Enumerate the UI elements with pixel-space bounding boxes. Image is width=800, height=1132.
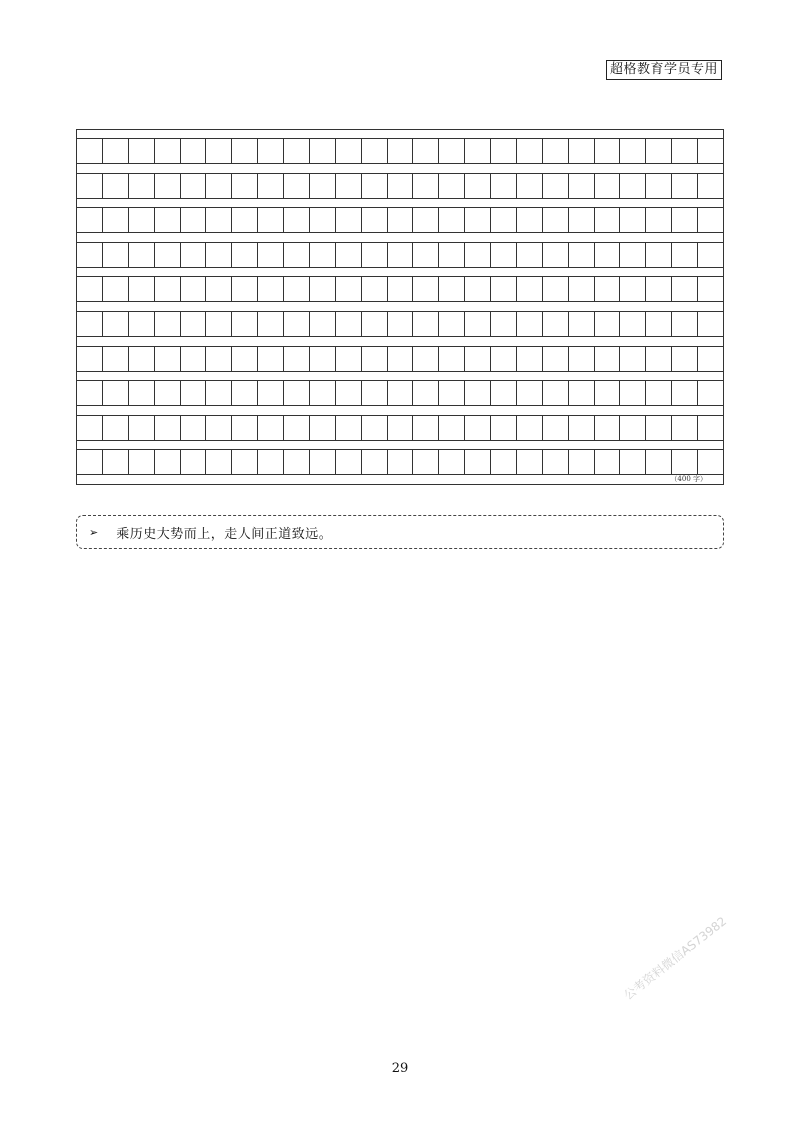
- grid-cell[interactable]: [335, 139, 361, 163]
- grid-cell[interactable]: [542, 347, 568, 371]
- grid-cell[interactable]: [283, 312, 309, 336]
- grid-cell[interactable]: [283, 381, 309, 405]
- watermark: 公考资料微信AS73982: [621, 913, 730, 1003]
- grid-cell[interactable]: [645, 347, 671, 371]
- grid-cell[interactable]: [231, 174, 257, 198]
- grid-cell[interactable]: [697, 139, 723, 163]
- grid-cell[interactable]: [257, 312, 283, 336]
- grid-cell[interactable]: [490, 208, 516, 232]
- grid-cell[interactable]: [671, 347, 697, 371]
- grid-row: [77, 311, 723, 337]
- grid-cell[interactable]: [490, 450, 516, 474]
- grid-cell[interactable]: [180, 312, 206, 336]
- grid-cell[interactable]: [464, 450, 490, 474]
- grid-cell[interactable]: [361, 381, 387, 405]
- grid-cell[interactable]: [387, 277, 413, 301]
- grid-cell[interactable]: [387, 174, 413, 198]
- grid-cell[interactable]: [697, 208, 723, 232]
- grid-cell[interactable]: [180, 208, 206, 232]
- grid-cell[interactable]: [102, 450, 128, 474]
- grid-cell[interactable]: [77, 347, 102, 371]
- grid-cell[interactable]: [542, 139, 568, 163]
- grid-cell[interactable]: [464, 277, 490, 301]
- grid-cell[interactable]: [490, 312, 516, 336]
- grid-cell[interactable]: [438, 450, 464, 474]
- grid-cell[interactable]: [361, 450, 387, 474]
- grid-cell[interactable]: [619, 208, 645, 232]
- grid-cell[interactable]: [438, 174, 464, 198]
- grid-cell[interactable]: [671, 312, 697, 336]
- grid-row: [77, 173, 723, 199]
- grid-cell[interactable]: [671, 174, 697, 198]
- grid-cell[interactable]: [542, 174, 568, 198]
- grid-cell[interactable]: [77, 174, 102, 198]
- grid-cell[interactable]: [128, 312, 154, 336]
- grid-cell[interactable]: [361, 243, 387, 267]
- grid-cell[interactable]: [180, 450, 206, 474]
- grid-cell[interactable]: [335, 381, 361, 405]
- grid-cell[interactable]: [309, 416, 335, 440]
- grid-cell[interactable]: [516, 174, 542, 198]
- grid-cell[interactable]: [490, 277, 516, 301]
- grid-cell[interactable]: [128, 174, 154, 198]
- grid-cell[interactable]: [645, 174, 671, 198]
- grid-cell[interactable]: [697, 416, 723, 440]
- grid-cell[interactable]: [387, 312, 413, 336]
- grid-cell[interactable]: [231, 243, 257, 267]
- grid-cell[interactable]: [645, 277, 671, 301]
- grid-cell[interactable]: [102, 208, 128, 232]
- grid-cell[interactable]: [594, 450, 620, 474]
- grid-cell[interactable]: [568, 312, 594, 336]
- grid-cell[interactable]: [387, 139, 413, 163]
- motto-text: 乘历史大势而上，走人间正道致远。: [116, 526, 333, 542]
- grid-cell[interactable]: [516, 243, 542, 267]
- grid-cell[interactable]: [645, 208, 671, 232]
- grid-cell[interactable]: [335, 208, 361, 232]
- grid-cell[interactable]: [464, 381, 490, 405]
- arrow-bullet-icon: ➢: [89, 525, 99, 539]
- grid-cell[interactable]: [619, 381, 645, 405]
- grid-cell[interactable]: [309, 139, 335, 163]
- grid-cell[interactable]: [619, 450, 645, 474]
- grid-cell[interactable]: [542, 277, 568, 301]
- grid-cell[interactable]: [490, 347, 516, 371]
- grid-cell[interactable]: [594, 347, 620, 371]
- grid-cell[interactable]: [77, 416, 102, 440]
- grid-cell[interactable]: [257, 277, 283, 301]
- grid-cell[interactable]: [568, 139, 594, 163]
- grid-cell[interactable]: [438, 347, 464, 371]
- grid-cell[interactable]: [102, 347, 128, 371]
- grid-cell[interactable]: [594, 139, 620, 163]
- grid-cell[interactable]: [102, 174, 128, 198]
- grid-cell[interactable]: [619, 347, 645, 371]
- grid-cell[interactable]: [594, 277, 620, 301]
- grid-row: [77, 242, 723, 268]
- grid-cell[interactable]: [77, 312, 102, 336]
- grid-cell[interactable]: [438, 381, 464, 405]
- grid-cell[interactable]: [516, 277, 542, 301]
- grid-cell[interactable]: [542, 312, 568, 336]
- grid-cell[interactable]: [594, 381, 620, 405]
- grid-cell[interactable]: [568, 450, 594, 474]
- grid-cell[interactable]: [594, 243, 620, 267]
- grid-cell[interactable]: [102, 277, 128, 301]
- grid-cell[interactable]: [283, 416, 309, 440]
- grid-cell[interactable]: [594, 416, 620, 440]
- grid-cell[interactable]: [309, 174, 335, 198]
- grid-cell[interactable]: [231, 208, 257, 232]
- grid-cell[interactable]: [697, 381, 723, 405]
- grid-cell[interactable]: [335, 312, 361, 336]
- grid-cell[interactable]: [309, 277, 335, 301]
- grid-cell[interactable]: [335, 416, 361, 440]
- grid-cell[interactable]: [128, 450, 154, 474]
- grid-cell[interactable]: [102, 312, 128, 336]
- grid-cell[interactable]: [387, 450, 413, 474]
- grid-cell[interactable]: [77, 243, 102, 267]
- grid-cell[interactable]: [361, 208, 387, 232]
- grid-cell[interactable]: [438, 312, 464, 336]
- grid-cell[interactable]: [387, 416, 413, 440]
- grid-cell[interactable]: [697, 450, 723, 474]
- grid-cell[interactable]: [412, 174, 438, 198]
- grid-cell[interactable]: [516, 416, 542, 440]
- grid-cell[interactable]: [516, 139, 542, 163]
- grid-cell[interactable]: [412, 243, 438, 267]
- grid-cell[interactable]: [154, 381, 180, 405]
- grid-cell[interactable]: [361, 416, 387, 440]
- grid-cell[interactable]: [77, 450, 102, 474]
- grid-cell[interactable]: [231, 381, 257, 405]
- grid-cell[interactable]: [645, 243, 671, 267]
- grid-cell[interactable]: [697, 277, 723, 301]
- grid-cell[interactable]: [412, 208, 438, 232]
- motto-box: [76, 515, 724, 549]
- grid-cell[interactable]: [438, 139, 464, 163]
- grid-cell[interactable]: [257, 416, 283, 440]
- grid-cell[interactable]: [231, 277, 257, 301]
- grid-cell[interactable]: [77, 208, 102, 232]
- grid-cell[interactable]: [412, 416, 438, 440]
- grid-cell[interactable]: [309, 208, 335, 232]
- grid-cell[interactable]: [361, 277, 387, 301]
- grid-cell[interactable]: [568, 208, 594, 232]
- grid-cell[interactable]: [283, 243, 309, 267]
- page-number: 29: [391, 1061, 409, 1076]
- grid-cell[interactable]: [361, 174, 387, 198]
- grid-row: [77, 380, 723, 406]
- grid-cell[interactable]: [361, 139, 387, 163]
- header-badge: 超格教育学员专用: [606, 60, 722, 80]
- grid-cell[interactable]: [257, 381, 283, 405]
- grid-cell[interactable]: [516, 312, 542, 336]
- grid-cell[interactable]: [335, 277, 361, 301]
- grid-cell[interactable]: [205, 139, 231, 163]
- grid-cell[interactable]: [180, 381, 206, 405]
- grid-cell[interactable]: [464, 243, 490, 267]
- grid-cell[interactable]: [645, 312, 671, 336]
- grid-cell[interactable]: [205, 208, 231, 232]
- grid-cell[interactable]: [361, 312, 387, 336]
- grid-cell[interactable]: [180, 347, 206, 371]
- grid-cell[interactable]: [697, 347, 723, 371]
- grid-cell[interactable]: [128, 277, 154, 301]
- grid-cell[interactable]: [205, 243, 231, 267]
- grid-cell[interactable]: [490, 416, 516, 440]
- grid-row: [77, 346, 723, 372]
- grid-cell[interactable]: [154, 243, 180, 267]
- grid-cell[interactable]: [180, 243, 206, 267]
- grid-cell[interactable]: [464, 208, 490, 232]
- grid-cell[interactable]: [102, 416, 128, 440]
- grid-cell[interactable]: [568, 347, 594, 371]
- grid-cell[interactable]: [412, 347, 438, 371]
- grid-cell[interactable]: [128, 347, 154, 371]
- word-count-label: （400 字）: [670, 475, 707, 483]
- grid-cell[interactable]: [438, 243, 464, 267]
- grid-cell[interactable]: [645, 450, 671, 474]
- grid-cell[interactable]: [309, 243, 335, 267]
- grid-cell[interactable]: [542, 243, 568, 267]
- grid-cell[interactable]: [490, 174, 516, 198]
- grid-cell[interactable]: [335, 174, 361, 198]
- grid-cell[interactable]: [516, 208, 542, 232]
- grid-cell[interactable]: [180, 139, 206, 163]
- grid-cell[interactable]: [387, 208, 413, 232]
- grid-cell[interactable]: [438, 208, 464, 232]
- grid-cell[interactable]: [180, 277, 206, 301]
- grid-cell[interactable]: [490, 243, 516, 267]
- grid-cell[interactable]: [438, 416, 464, 440]
- grid-cell[interactable]: [257, 347, 283, 371]
- grid-cell[interactable]: [464, 347, 490, 371]
- grid-cell[interactable]: [205, 277, 231, 301]
- grid-cell[interactable]: [671, 416, 697, 440]
- grid-cell[interactable]: [568, 416, 594, 440]
- grid-cell[interactable]: [309, 450, 335, 474]
- grid-cell[interactable]: [412, 450, 438, 474]
- grid-cell[interactable]: [205, 381, 231, 405]
- grid-row: [77, 276, 723, 302]
- grid-row: [77, 138, 723, 164]
- grid-cell[interactable]: [128, 381, 154, 405]
- grid-cell[interactable]: [335, 450, 361, 474]
- grid-cell[interactable]: [671, 450, 697, 474]
- grid-cell[interactable]: [205, 174, 231, 198]
- grid-cell[interactable]: [77, 277, 102, 301]
- grid-cell[interactable]: [568, 381, 594, 405]
- grid-cell[interactable]: [464, 416, 490, 440]
- grid-cell[interactable]: [154, 450, 180, 474]
- grid-cell[interactable]: [594, 312, 620, 336]
- grid-cell[interactable]: [412, 139, 438, 163]
- grid-cell[interactable]: [77, 381, 102, 405]
- grid-cell[interactable]: [205, 312, 231, 336]
- grid-cell[interactable]: [102, 381, 128, 405]
- grid-cell[interactable]: [231, 416, 257, 440]
- grid-cell[interactable]: [671, 381, 697, 405]
- grid-cell[interactable]: [645, 381, 671, 405]
- grid-cell[interactable]: [154, 174, 180, 198]
- grid-cell[interactable]: [205, 347, 231, 371]
- grid-cell[interactable]: [283, 450, 309, 474]
- grid-cell[interactable]: [412, 381, 438, 405]
- grid-cell[interactable]: [77, 139, 102, 163]
- grid-cell[interactable]: [283, 174, 309, 198]
- grid-cell[interactable]: [697, 243, 723, 267]
- grid-cell[interactable]: [128, 139, 154, 163]
- grid-cell[interactable]: [231, 450, 257, 474]
- grid-cell[interactable]: [283, 277, 309, 301]
- grid-cell[interactable]: [205, 416, 231, 440]
- grid-cell[interactable]: [102, 243, 128, 267]
- grid-cell[interactable]: [568, 277, 594, 301]
- grid-cell[interactable]: [257, 243, 283, 267]
- grid-cell[interactable]: [257, 450, 283, 474]
- grid-cell[interactable]: [128, 416, 154, 440]
- grid-cell[interactable]: [490, 381, 516, 405]
- grid-cell[interactable]: [154, 277, 180, 301]
- grid-cell[interactable]: [335, 347, 361, 371]
- grid-cell[interactable]: [542, 450, 568, 474]
- grid-row: [77, 207, 723, 233]
- grid-cell[interactable]: [697, 174, 723, 198]
- grid-cell[interactable]: [671, 277, 697, 301]
- grid-cell[interactable]: [387, 381, 413, 405]
- grid-cell[interactable]: [619, 243, 645, 267]
- grid-cell[interactable]: [516, 450, 542, 474]
- grid-cell[interactable]: [619, 416, 645, 440]
- grid-cell[interactable]: [516, 381, 542, 405]
- grid-cell[interactable]: [645, 416, 671, 440]
- grid-cell[interactable]: [438, 277, 464, 301]
- grid-cell[interactable]: [205, 450, 231, 474]
- grid-cell[interactable]: [283, 208, 309, 232]
- grid-cell[interactable]: [180, 416, 206, 440]
- grid-cell[interactable]: [309, 381, 335, 405]
- grid-cell[interactable]: [283, 347, 309, 371]
- grid-cell[interactable]: [154, 312, 180, 336]
- grid-cell[interactable]: [697, 312, 723, 336]
- grid-cell[interactable]: [387, 243, 413, 267]
- grid-cell[interactable]: [542, 208, 568, 232]
- grid-row: [77, 415, 723, 441]
- grid-cell[interactable]: [594, 208, 620, 232]
- grid-cell[interactable]: [516, 347, 542, 371]
- grid-cell[interactable]: [464, 139, 490, 163]
- grid-cell[interactable]: [412, 312, 438, 336]
- grid-cell[interactable]: [335, 243, 361, 267]
- grid-cell[interactable]: [257, 139, 283, 163]
- grid-cell[interactable]: [309, 312, 335, 336]
- grid-cell[interactable]: [180, 174, 206, 198]
- grid-cell[interactable]: [671, 208, 697, 232]
- grid-cell[interactable]: [231, 139, 257, 163]
- grid-cell[interactable]: [490, 139, 516, 163]
- grid-cell[interactable]: [568, 174, 594, 198]
- grid-cell[interactable]: [645, 139, 671, 163]
- grid-cell[interactable]: [464, 312, 490, 336]
- grid-cell[interactable]: [387, 347, 413, 371]
- grid-cell[interactable]: [257, 174, 283, 198]
- grid-cell[interactable]: [154, 347, 180, 371]
- grid-cell[interactable]: [464, 174, 490, 198]
- grid-cell[interactable]: [671, 139, 697, 163]
- grid-cell[interactable]: [361, 347, 387, 371]
- grid-cell[interactable]: [128, 208, 154, 232]
- grid-cell[interactable]: [619, 277, 645, 301]
- grid-cell[interactable]: [128, 243, 154, 267]
- grid-cell[interactable]: [671, 243, 697, 267]
- grid-cell[interactable]: [594, 174, 620, 198]
- grid-cell[interactable]: [231, 347, 257, 371]
- grid-cell[interactable]: [619, 312, 645, 336]
- grid-cell[interactable]: [154, 208, 180, 232]
- grid-cell[interactable]: [102, 139, 128, 163]
- grid-cell[interactable]: [257, 208, 283, 232]
- grid-cell[interactable]: [154, 139, 180, 163]
- grid-cell[interactable]: [542, 381, 568, 405]
- grid-cell[interactable]: [412, 277, 438, 301]
- grid-cell[interactable]: [283, 139, 309, 163]
- grid-cell[interactable]: [542, 416, 568, 440]
- grid-cell[interactable]: [619, 139, 645, 163]
- grid-row: [77, 449, 723, 475]
- grid-cell[interactable]: [154, 416, 180, 440]
- writing-grid: [76, 129, 724, 485]
- grid-cell[interactable]: [309, 347, 335, 371]
- grid-cell[interactable]: [231, 312, 257, 336]
- grid-cell[interactable]: [568, 243, 594, 267]
- grid-cell[interactable]: [619, 174, 645, 198]
